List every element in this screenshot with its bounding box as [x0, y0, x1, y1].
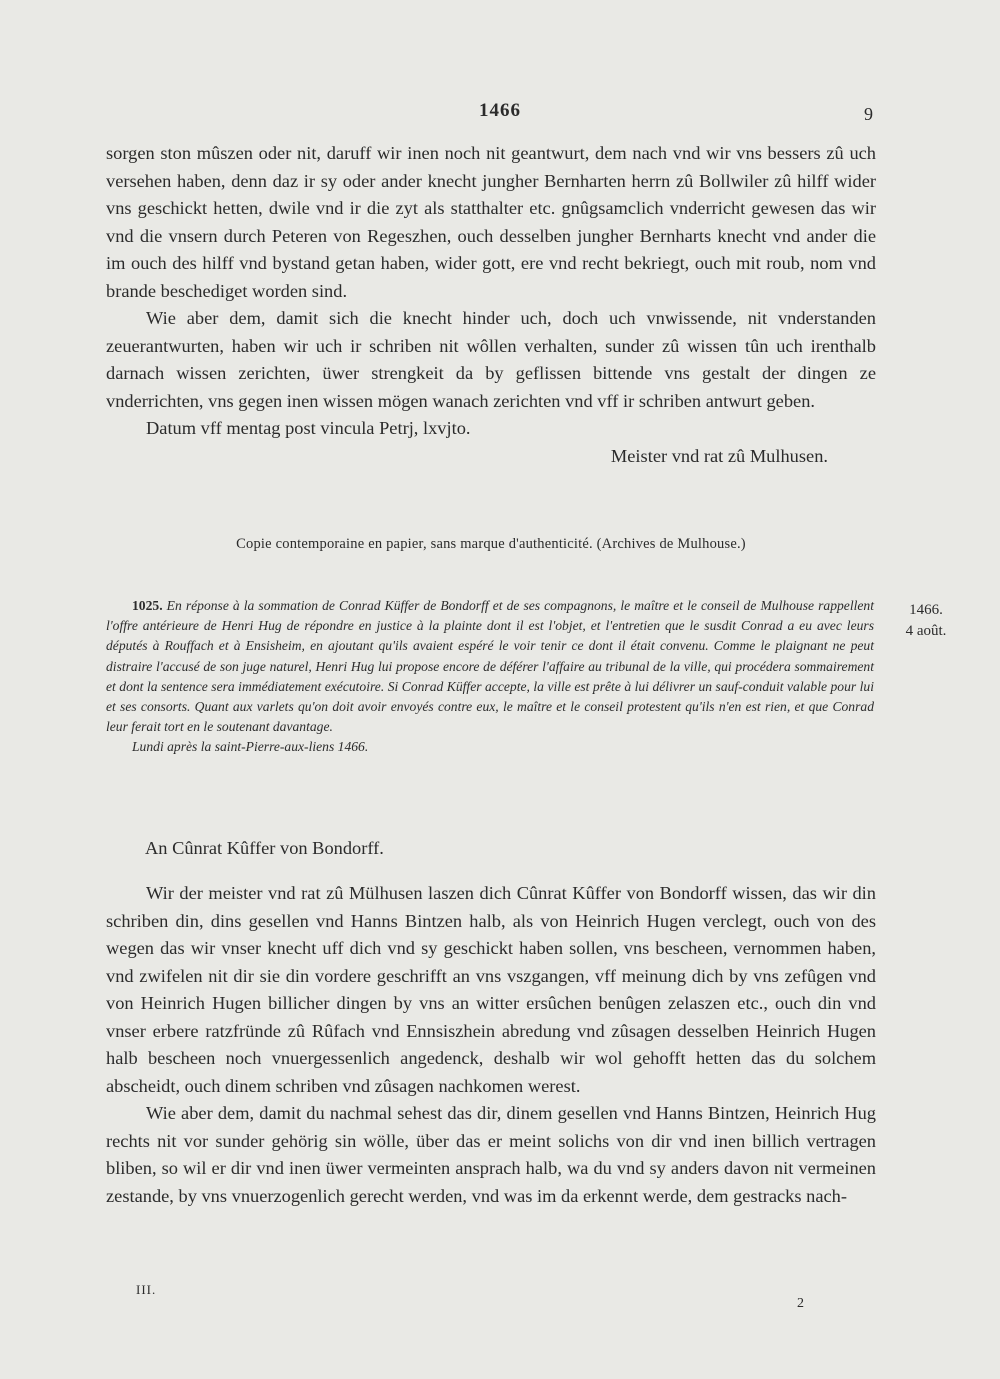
margin-year: 1466.: [909, 602, 943, 618]
letter-text: [106, 880, 876, 1210]
volume-mark: III.: [136, 1282, 157, 1297]
datum-line: Datum vff mentag post vincula Petrj, lxvjto.: [146, 418, 471, 438]
paragraph: Wir der meister vnd rat zû Mülhusen laszen dich Cûnrat Kûffer von Bondorff wissen, das wir din schriben din, dins gesellen vnd Hanns Bintzen halb, als von Heinrich Hugen verclegt, ouch von des wegen das wir vnser knecht uff dich vnd sy geschickt haben sollen, vns bescheen, vernommen haben, vnd zwifelen nit dir sie din vordere geschrifft an vns vszgangen, vff meinung dich by vns zefûgen vnd von Heinrich Hugen billicher dingen by vns an witter ersûchen benûgen zelaszen etc., ouch din vnd vnser erbere ratzfründe zû Rûfach vnd Ennsiszhein abredung vnd zûsagen desselben Heinrich Hugen halb bescheen noch vnuergessenlich angedenck, deshalb wir wol gehofft hetten das du solchem abscheidt, ouch dinem schriben vnd zûsagen nachkomen werest.: [106, 883, 876, 1096]
running-head-year: 1466: [479, 100, 521, 121]
signature-line: Meister vnd rat zû Mulhusen.: [610, 445, 828, 466]
entry-summary: [106, 596, 874, 758]
letter-address: An Cûnrat Kûffer von Bondorff.: [145, 838, 384, 858]
summary-text: En réponse à la sommation de Conrad Küffer de Bondorff et de ses compagnons, le maître et le conseil de Mulhouse rappellent l'offre antérieure de Henri Hug de répondre en justice à la plainte dont il est l'objet, et l'entretien que le susdit Conrad a eu avec leurs députés à Rouffach et à Ensisheim, en ajoutant qu'ils avaient espéré le voir tenir ce dont il était convenu. Comme le plaignant ne peut distraire l'accusé de son juge naturel, Henri Hug lui propose encore de déférer l'affaire au tribunal de la ville, qui procédera sommairement et dont la sentence sera immédiatement exécutoire. Si Conrad Küffer accepte, la ville est prête à lui délivrer un sauf-conduit valable pour lui et ses consorts. Quant aux varlets qu'on doit avoir envoyés contre eux, le maître et le conseil protestent qu'ils n'en est rien, et que Conrad leur ferait tort en le soutenant davantage.: [106, 598, 874, 735]
signature-mark: 2: [797, 1296, 804, 1311]
paragraph: sorgen ston mûszen oder nit, daruff wir inen noch nit geantwurt, dem nach vnd wir vns bessers zû uch versehen haben, denn daz ir sy oder ander knecht jungher Bernharten herrn zû Bollwiler zû hilff wider vns geschickt hetten, dwile vnd ir die zyt als statthalter etc. gnûgsamclich vnderricht gewesen das wir vnd die vnsern durch Peteren von Regeszhen, ouch desselben jungher Bernharts knecht vnd ander die im ouch des hilff vnd bystand getan haben, wider gott, ere vnd recht bekriegt, ouch mit roub, nom vnd brande beschediget worden sind.: [106, 143, 876, 301]
source-note: Copie contemporaine en papier, sans marque d'authenticité. (Archives de Mulhouse.): [236, 536, 746, 552]
paragraph: Wie aber dem, damit du nachmal sehest das dir, dinem gesellen vnd Hanns Bintzen, Heinrich Hug rechts nit vor sunder gehörig sin wölle, über das er meint solichs von dir vnd inen billich vertragen bliben, so wil er dir vnd inen üwer vermeinten ansprach halb, wa du vnd sy anders davon nit vermeinen zestande, by vns vnuerzogenlich gerecht werden, vnd was im da erkennt werde, dem gestracks nach-: [106, 1103, 876, 1206]
margin-day: 4 août.: [905, 623, 947, 639]
paragraph: Wie aber dem, damit sich die knecht hinder uch, doch uch vnwissende, nit vnderstanden zeuerantwurten, haben wir uch ir schriben nit wôllen verhalten, sunder zû wissen tûn uch irenthalb darnach wissen zerichten, üwer strengkeit da by geflissen bittende vns gestalt der dingen ze vnderrichten, vns gegen inen wissen mögen wanach zerichten vnd vff ir schriben antwurt geben.: [106, 308, 876, 411]
entry-number: 1025.: [132, 598, 163, 613]
section-1-text: [106, 140, 876, 470]
margin-date: [898, 600, 954, 642]
page-number: 9: [864, 104, 873, 124]
summary-date: Lundi après la saint-Pierre-aux-liens 1466.: [132, 739, 369, 755]
